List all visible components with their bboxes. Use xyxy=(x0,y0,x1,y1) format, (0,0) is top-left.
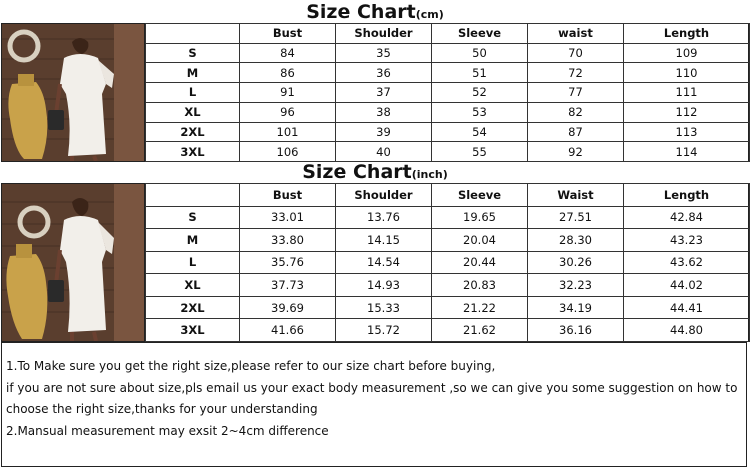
table-row xyxy=(146,122,750,142)
note-line: 1.To Make sure you get the right size,please refer to our size chart before buying, xyxy=(6,359,496,373)
measurement-cell: 40 xyxy=(336,142,432,162)
measurement-cell: 82 xyxy=(528,102,624,122)
measurement-cell: 96 xyxy=(240,102,336,122)
table-row xyxy=(146,251,750,274)
measurement-cell: 32.23 xyxy=(528,274,624,297)
measurement-cell: 111 xyxy=(624,83,750,103)
measurement-cell: 77 xyxy=(528,83,624,103)
size-table-cm xyxy=(145,23,750,162)
header-cell: Shoulder xyxy=(336,24,432,44)
header-cell: Sleeve xyxy=(432,184,528,207)
table-row xyxy=(146,63,750,83)
measurement-cell: 51 xyxy=(432,63,528,83)
measurement-cell: 43.23 xyxy=(624,229,750,252)
measurement-cell: 114 xyxy=(624,142,750,162)
measurement-cell: 52 xyxy=(432,83,528,103)
measurement-cell: 44.80 xyxy=(624,319,750,342)
header-size-cell xyxy=(146,24,240,44)
measurement-cell: 38 xyxy=(336,102,432,122)
measurement-cell: 109 xyxy=(624,43,750,63)
measurement-cell: 28.30 xyxy=(528,229,624,252)
size-label-cell: S xyxy=(146,43,240,63)
measurement-cell: 21.62 xyxy=(432,319,528,342)
measurement-cell: 37 xyxy=(336,83,432,103)
measurement-cell: 43.62 xyxy=(624,251,750,274)
header-row xyxy=(146,24,750,44)
measurement-cell: 20.04 xyxy=(432,229,528,252)
note-line: 2.Mansual measurement may exsit 2~4cm difference xyxy=(6,423,329,438)
header-cell: Shoulder xyxy=(336,184,432,207)
size-label-cell: 2XL xyxy=(146,122,240,142)
header-row xyxy=(146,184,750,207)
size-label-cell: L xyxy=(146,83,240,103)
measurement-cell: 44.02 xyxy=(624,274,750,297)
measurement-cell: 87 xyxy=(528,122,624,142)
title-cm xyxy=(0,1,750,23)
model-photo-cm xyxy=(2,24,145,161)
table-row xyxy=(146,83,750,103)
measurement-cell: 92 xyxy=(528,142,624,162)
measurement-cell: 42.84 xyxy=(624,206,750,229)
measurement-cell: 106 xyxy=(240,142,336,162)
measurement-cell: 112 xyxy=(624,102,750,122)
size-label-cell: 2XL xyxy=(146,296,240,319)
measurement-cell: 35 xyxy=(336,43,432,63)
table-row xyxy=(146,319,750,342)
measurement-cell: 19.65 xyxy=(432,206,528,229)
size-label-cell: XL xyxy=(146,274,240,297)
size-label-cell: L xyxy=(146,251,240,274)
header-cell: Length xyxy=(624,24,750,44)
size-table-inch xyxy=(145,183,750,342)
measurement-cell: 84 xyxy=(240,43,336,63)
measurement-cell: 91 xyxy=(240,83,336,103)
title-cm-text: Size Chart xyxy=(306,1,416,23)
measurement-cell: 27.51 xyxy=(528,206,624,229)
measurement-cell: 86 xyxy=(240,63,336,83)
table-row xyxy=(146,102,750,122)
measurement-cell: 50 xyxy=(432,43,528,63)
size-label-cell: 3XL xyxy=(146,319,240,342)
measurement-cell: 36 xyxy=(336,63,432,83)
measurement-cell: 14.15 xyxy=(336,229,432,252)
measurement-cell: 55 xyxy=(432,142,528,162)
measurement-cell: 53 xyxy=(432,102,528,122)
table-row xyxy=(146,142,750,162)
header-cell: Waist xyxy=(528,184,624,207)
title-inch xyxy=(0,161,750,183)
model-in-white-dress-photo-icon xyxy=(2,184,145,341)
measurement-cell: 72 xyxy=(528,63,624,83)
header-cell: Bust xyxy=(240,184,336,207)
header-cell: Length xyxy=(624,184,750,207)
measurement-cell: 41.66 xyxy=(240,319,336,342)
measurement-cell: 110 xyxy=(624,63,750,83)
measurement-cell: 33.01 xyxy=(240,206,336,229)
measurement-cell: 35.76 xyxy=(240,251,336,274)
size-label-cell: XL xyxy=(146,102,240,122)
title-inch-unit: (inch) xyxy=(411,168,448,181)
table-row xyxy=(146,274,750,297)
note-line: if you are not sure about size,pls email us your exact body measurement ,so we can give you some suggestion on how to xyxy=(6,380,738,395)
table-row xyxy=(146,206,750,229)
measurement-cell: 39.69 xyxy=(240,296,336,319)
measurement-cell: 39 xyxy=(336,122,432,142)
measurement-cell: 36.16 xyxy=(528,319,624,342)
measurement-cell: 44.41 xyxy=(624,296,750,319)
measurement-cell: 54 xyxy=(432,122,528,142)
header-cell: Sleeve xyxy=(432,24,528,44)
measurement-cell: 13.76 xyxy=(336,206,432,229)
header-cell: Bust xyxy=(240,24,336,44)
model-photo-inch xyxy=(2,184,145,341)
title-inch-text: Size Chart xyxy=(302,161,412,183)
measurement-cell: 113 xyxy=(624,122,750,142)
header-size-cell xyxy=(146,184,240,207)
measurement-cell: 14.54 xyxy=(336,251,432,274)
measurement-cell: 34.19 xyxy=(528,296,624,319)
measurement-cell: 15.72 xyxy=(336,319,432,342)
measurement-cell: 101 xyxy=(240,122,336,142)
measurement-cell: 15.33 xyxy=(336,296,432,319)
table-row xyxy=(146,296,750,319)
measurement-cell: 14.93 xyxy=(336,274,432,297)
model-in-white-dress-photo-icon xyxy=(2,24,145,161)
table-row xyxy=(146,43,750,63)
size-label-cell: M xyxy=(146,229,240,252)
size-label-cell: S xyxy=(146,206,240,229)
measurement-cell: 70 xyxy=(528,43,624,63)
measurement-cell: 37.73 xyxy=(240,274,336,297)
measurement-cell: 21.22 xyxy=(432,296,528,319)
size-label-cell: 3XL xyxy=(146,142,240,162)
size-notes xyxy=(1,342,747,467)
measurement-cell: 33.80 xyxy=(240,229,336,252)
measurement-cell: 20.44 xyxy=(432,251,528,274)
measurement-cell: 20.83 xyxy=(432,274,528,297)
header-cell: waist xyxy=(528,24,624,44)
measurement-cell: 30.26 xyxy=(528,251,624,274)
table-row xyxy=(146,229,750,252)
title-cm-unit: (cm) xyxy=(415,8,444,21)
note-line: choose the right size,thanks for your understanding xyxy=(6,402,318,416)
size-label-cell: M xyxy=(146,63,240,83)
